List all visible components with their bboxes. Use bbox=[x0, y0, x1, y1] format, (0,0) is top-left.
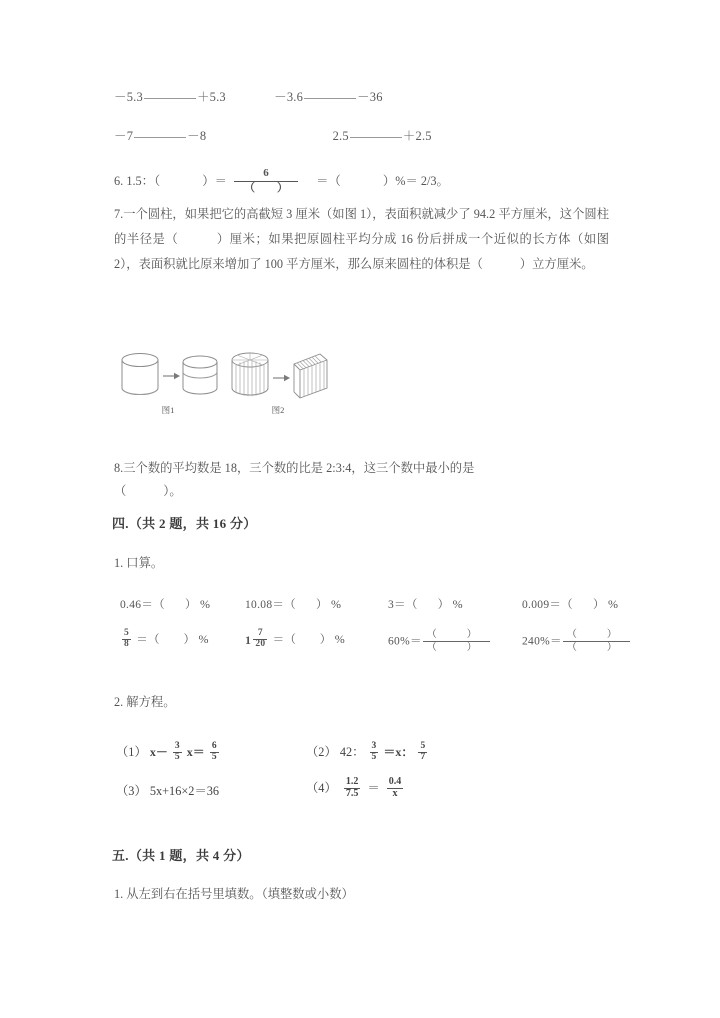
figure-1-caption: 图1 bbox=[161, 405, 175, 415]
oral-item-3-right: ） bbox=[437, 599, 450, 611]
cylinder-to-cuboid-diagram bbox=[228, 346, 328, 406]
fraction-numerator[interactable]: （ ） bbox=[563, 629, 630, 642]
oral-item-1-left: 0.46＝（ bbox=[120, 599, 165, 611]
section-4-sub-1-label: 1. 口算。 bbox=[114, 556, 164, 570]
equation-3-label: （3） bbox=[116, 784, 147, 798]
equation-2-fraction-2 bbox=[418, 742, 427, 763]
section-4-heading: 四.（共 2 题，共 16 分） bbox=[112, 516, 257, 531]
equation-4 bbox=[306, 778, 407, 800]
comparison-item-right-value: －8 bbox=[187, 129, 207, 143]
fraction-denominator: 5 bbox=[211, 751, 217, 762]
fraction-denominator: 7 bbox=[420, 751, 426, 762]
comparison-blank[interactable] bbox=[134, 127, 186, 138]
comparison-item-right-value: ＋5.3 bbox=[196, 90, 226, 104]
oral-item-5-fraction bbox=[122, 629, 131, 650]
comparison-item-right-value: ＋2.5 bbox=[402, 129, 432, 143]
question-7-text: 一个圆柱，如果把它的高截短 3 厘米（如图 1），表面积就减少了 94.2 平方厘米，这个圆柱的半径是（ ）厘米；如果把原圆柱平均分成 16 份后拼成一个近似的长方体（如图 2），表面积就比原来增加了 100 平方厘米，那么原来圆柱的体积是（ ）立方厘米。 bbox=[114, 207, 609, 271]
percent-sign: % bbox=[199, 597, 211, 611]
question-6-suffix: ）%＝ 2/3。 bbox=[382, 174, 449, 189]
question-7 bbox=[114, 202, 609, 277]
section-5-heading: 五.（共 1 题，共 4 分） bbox=[112, 848, 250, 863]
fraction-numerator: 1.2 bbox=[345, 776, 359, 788]
question-6-eq2: ＝（ bbox=[316, 174, 341, 189]
equation-2-fraction-1 bbox=[370, 742, 379, 763]
percent-sign: % bbox=[452, 597, 463, 611]
equation-4-fraction-2 bbox=[387, 777, 404, 799]
oral-item-7-left: 60%＝ bbox=[388, 635, 422, 648]
equation-4-part-b: ＝ bbox=[367, 781, 380, 795]
comparison-item-left-value: 2.5 bbox=[332, 129, 349, 143]
equation-4-label: （4） bbox=[306, 781, 337, 795]
question-8-line-2[interactable]: （ ）。 bbox=[114, 484, 182, 498]
equation-1-label: （1） bbox=[116, 745, 147, 759]
cylinder-shortening-diagram bbox=[118, 348, 218, 406]
question-7-number: 7. bbox=[114, 207, 124, 221]
question-6-prefix: 1.5：（ bbox=[126, 174, 161, 189]
oral-item-3-left: 3＝（ bbox=[388, 599, 418, 611]
comparison-blank[interactable] bbox=[144, 88, 196, 99]
oral-item-6-whole: 1 bbox=[245, 632, 252, 647]
comparison-item-left-value: －7 bbox=[114, 129, 134, 143]
oral-item-3 bbox=[388, 596, 463, 612]
fraction-numerator: 7 bbox=[253, 629, 267, 640]
oral-item-6 bbox=[245, 630, 345, 651]
oral-item-4-right: ） bbox=[592, 599, 605, 611]
fraction-numerator: 5 bbox=[124, 628, 130, 638]
comparison-item-left-value: －3.6 bbox=[274, 90, 304, 104]
question-8-text: 三个数的平均数是 18，三个数的比是 2:3:4，这三个数中最小的是 bbox=[123, 461, 475, 475]
oral-item-8-left: 240%＝ bbox=[522, 635, 562, 648]
equation-1-fraction-2 bbox=[210, 742, 219, 763]
equation-2-label: （2） bbox=[306, 745, 337, 759]
fraction-denominator: x bbox=[392, 787, 398, 799]
oral-item-6-fraction bbox=[253, 629, 267, 650]
fraction-denominator: 8 bbox=[124, 638, 130, 649]
oral-item-7-answer-fraction[interactable] bbox=[423, 629, 490, 653]
oral-item-2 bbox=[245, 596, 341, 612]
oral-item-6-tail[interactable]: ＝（ ） bbox=[272, 634, 332, 647]
oral-item-2-left: 10.08＝（ bbox=[245, 599, 296, 611]
comparison-item-right-value: －36 bbox=[357, 90, 383, 104]
oral-item-5 bbox=[120, 630, 209, 651]
percent-sign: % bbox=[330, 597, 342, 611]
question-8-number: 8. bbox=[114, 461, 124, 475]
fraction-numerator: 5 bbox=[420, 740, 426, 751]
oral-item-4 bbox=[522, 596, 618, 612]
fraction-denominator[interactable]: （ ） bbox=[566, 641, 627, 653]
percent-sign: % bbox=[198, 632, 209, 647]
fraction-denominator: 5 bbox=[371, 751, 377, 762]
percent-sign: % bbox=[334, 632, 346, 647]
fraction-denominator[interactable]: （ ） bbox=[426, 641, 487, 653]
equation-2 bbox=[306, 742, 429, 764]
fraction-denominator[interactable]: （ ） bbox=[243, 181, 288, 194]
percent-sign: % bbox=[607, 597, 619, 611]
question-6-number: 6. bbox=[114, 174, 124, 189]
figure-2-caption: 图2 bbox=[271, 405, 285, 415]
oral-item-8-answer-fraction[interactable] bbox=[563, 629, 630, 653]
question-6-mid: ）＝ bbox=[202, 174, 227, 189]
comparison-item-left-value: －5.3 bbox=[114, 90, 143, 104]
fraction-numerator: 3 bbox=[174, 740, 180, 751]
equation-1 bbox=[116, 742, 221, 764]
figure-1-illustration bbox=[118, 348, 218, 411]
fraction-numerator: 6 bbox=[211, 740, 217, 751]
fraction-numerator: 3 bbox=[371, 740, 377, 751]
fraction-denominator: 7.5 bbox=[345, 787, 359, 799]
oral-item-1-right: ） bbox=[184, 599, 197, 611]
question-6-fraction bbox=[234, 167, 298, 196]
comparison-row-2 bbox=[114, 127, 432, 143]
question-8-line-1 bbox=[114, 458, 474, 476]
figure-2-illustration bbox=[228, 346, 328, 411]
equation-1-part-b: x＝ bbox=[186, 745, 205, 759]
fraction-numerator: 0.4 bbox=[388, 776, 402, 788]
equation-1-fraction-1 bbox=[173, 742, 182, 763]
fraction-numerator: 6 bbox=[234, 167, 298, 182]
question-6 bbox=[114, 168, 449, 197]
equation-2-part-a: 42： bbox=[339, 745, 365, 759]
equation-1-part-a: x－ bbox=[149, 745, 168, 759]
equation-3 bbox=[116, 781, 219, 799]
oral-item-7 bbox=[388, 630, 491, 654]
fraction-denominator: 20 bbox=[255, 638, 266, 649]
comparison-blank[interactable] bbox=[350, 127, 402, 138]
equation-3-expression: 5x+16×2＝36 bbox=[149, 784, 220, 798]
oral-item-1 bbox=[120, 596, 210, 612]
oral-item-4-left: 0.009＝（ bbox=[522, 599, 573, 611]
oral-item-2-right: ） bbox=[315, 599, 328, 611]
fraction-numerator[interactable]: （ ） bbox=[423, 629, 490, 642]
section-5-sub-1-label: 1. 从左到右在括号里填数。（填整数或小数） bbox=[114, 887, 354, 901]
equation-4-fraction-1 bbox=[344, 777, 361, 799]
equation-2-part-b: ＝x： bbox=[383, 745, 414, 759]
oral-item-5-tail[interactable]: ＝（ ） bbox=[136, 634, 196, 647]
fraction-denominator: 5 bbox=[174, 751, 180, 762]
comparison-row-1 bbox=[114, 88, 383, 104]
comparison-blank[interactable] bbox=[304, 88, 356, 99]
oral-item-8 bbox=[522, 630, 631, 654]
section-4-sub-2-label: 2. 解方程。 bbox=[114, 695, 176, 709]
